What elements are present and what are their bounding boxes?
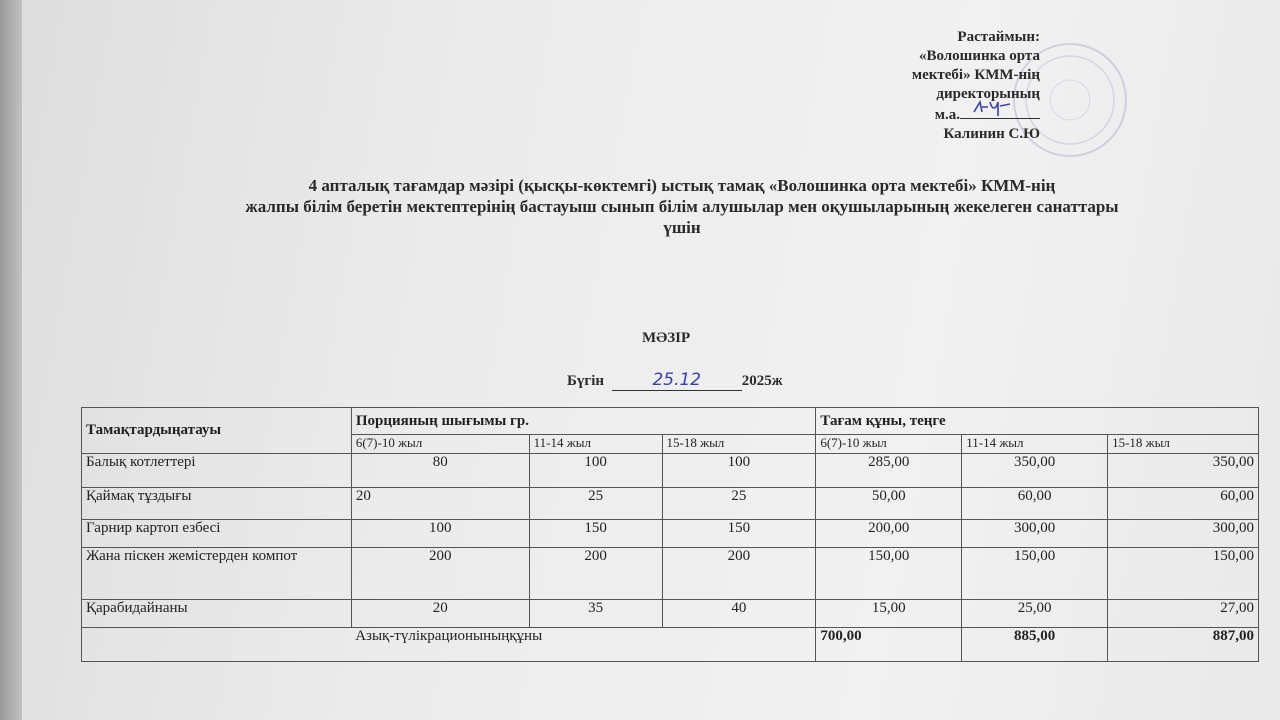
dish-name: Балық котлеттері xyxy=(82,454,352,488)
table-header-row xyxy=(82,408,1259,435)
price-cell: 150,00 xyxy=(962,548,1108,600)
dish-name: Жана піскен жемістерден компот xyxy=(82,548,352,600)
subheader-cell: 15-18 жыл xyxy=(1108,435,1259,454)
subheader-cell: 11-14 жыл xyxy=(529,435,662,454)
header-price-group: Тағам құны, теңге xyxy=(816,408,1259,435)
date-suffix: 2025ж xyxy=(741,373,783,389)
header-portion-group: Порцияның шығымы гр. xyxy=(351,408,816,435)
portion-cell: 150 xyxy=(529,520,662,548)
portion-cell: 25 xyxy=(529,488,662,520)
signature-field xyxy=(960,104,1040,119)
dish-name: Қаймақ тұздығы xyxy=(82,488,352,520)
total-cell: 700,00 xyxy=(816,628,962,662)
price-cell: 200,00 xyxy=(816,520,962,548)
approval-line-1: Растаймын: xyxy=(957,29,1040,45)
subheader-cell: 6(7)-10 жыл xyxy=(816,435,962,454)
approval-line-4: директорының xyxy=(936,86,1040,102)
page-edge-shadow xyxy=(0,0,22,720)
portion-cell: 200 xyxy=(529,548,662,600)
subheader-cell: 6(7)-10 жыл xyxy=(351,435,529,454)
date-line xyxy=(567,370,783,391)
portion-cell: 200 xyxy=(351,548,529,600)
portion-cell: 80 xyxy=(351,454,529,488)
price-cell: 60,00 xyxy=(1108,488,1259,520)
handwritten-signature-icon xyxy=(970,98,1014,118)
portion-cell: 100 xyxy=(529,454,662,488)
portion-cell: 100 xyxy=(351,520,529,548)
total-cell: 885,00 xyxy=(962,628,1108,662)
price-cell: 300,00 xyxy=(1108,520,1259,548)
document-page xyxy=(22,0,1280,720)
approval-line-3: мектебі» КММ-нің xyxy=(911,67,1040,83)
menu-heading: МӘЗІР xyxy=(642,330,691,346)
price-cell: 50,00 xyxy=(816,488,962,520)
price-cell: 300,00 xyxy=(962,520,1108,548)
portion-cell: 35 xyxy=(529,600,662,628)
approval-block xyxy=(912,28,1040,144)
portion-cell: 200 xyxy=(662,548,816,600)
price-cell: 350,00 xyxy=(962,454,1108,488)
portion-cell: 40 xyxy=(662,600,816,628)
price-cell: 350,00 xyxy=(1108,454,1259,488)
price-cell: 285,00 xyxy=(816,454,962,488)
title-line-2: жалпы білім беретін мектептерінің бастауыш сынып білім алушылар мен оқушыларының жекелеген санаттары xyxy=(245,197,1119,216)
table-row xyxy=(82,600,1259,628)
subheader-cell: 15-18 жыл xyxy=(662,435,816,454)
price-cell: 25,00 xyxy=(962,600,1108,628)
portion-cell: 100 xyxy=(662,454,816,488)
table-row xyxy=(82,520,1259,548)
table-row xyxy=(82,454,1259,488)
table-row xyxy=(82,488,1259,520)
header-dish-name: Тамақтардыңатауы xyxy=(82,408,352,454)
title-line-1: 4 апталық тағамдар мәзірі (қысқы-көктемгі) ыстық тамақ «Волошинка орта мектебі» КММ-нің xyxy=(308,176,1056,195)
menu-table xyxy=(81,407,1259,662)
price-cell: 150,00 xyxy=(1108,548,1259,600)
price-cell: 150,00 xyxy=(816,548,962,600)
date-prefix: Бүгін xyxy=(567,373,605,389)
portion-cell: 25 xyxy=(662,488,816,520)
table-row xyxy=(82,548,1259,600)
approval-role-prefix: м.а. xyxy=(934,107,960,123)
portion-cell: 150 xyxy=(662,520,816,548)
approval-line-6: Калинин С.Ю xyxy=(943,126,1040,142)
total-cell: 887,00 xyxy=(1108,628,1259,662)
total-label: Азық-түлікрационыныңқұны xyxy=(82,628,816,662)
approval-signature-line xyxy=(912,104,1040,125)
portion-cell: 20 xyxy=(351,488,529,520)
portion-cell: 20 xyxy=(351,600,529,628)
price-cell: 15,00 xyxy=(816,600,962,628)
date-handwritten: 25.12 xyxy=(612,370,742,391)
dish-name: Гарнир картоп езбесі xyxy=(82,520,352,548)
price-cell: 60,00 xyxy=(962,488,1108,520)
subheader-cell: 11-14 жыл xyxy=(962,435,1108,454)
approval-line-2: «Волошинка орта xyxy=(918,48,1040,64)
table-total-row xyxy=(82,628,1259,662)
title-line-3: үшін xyxy=(663,218,701,237)
dish-name: Қарабидайнаны xyxy=(82,600,352,628)
price-cell: 27,00 xyxy=(1108,600,1259,628)
document-title xyxy=(82,175,1280,238)
